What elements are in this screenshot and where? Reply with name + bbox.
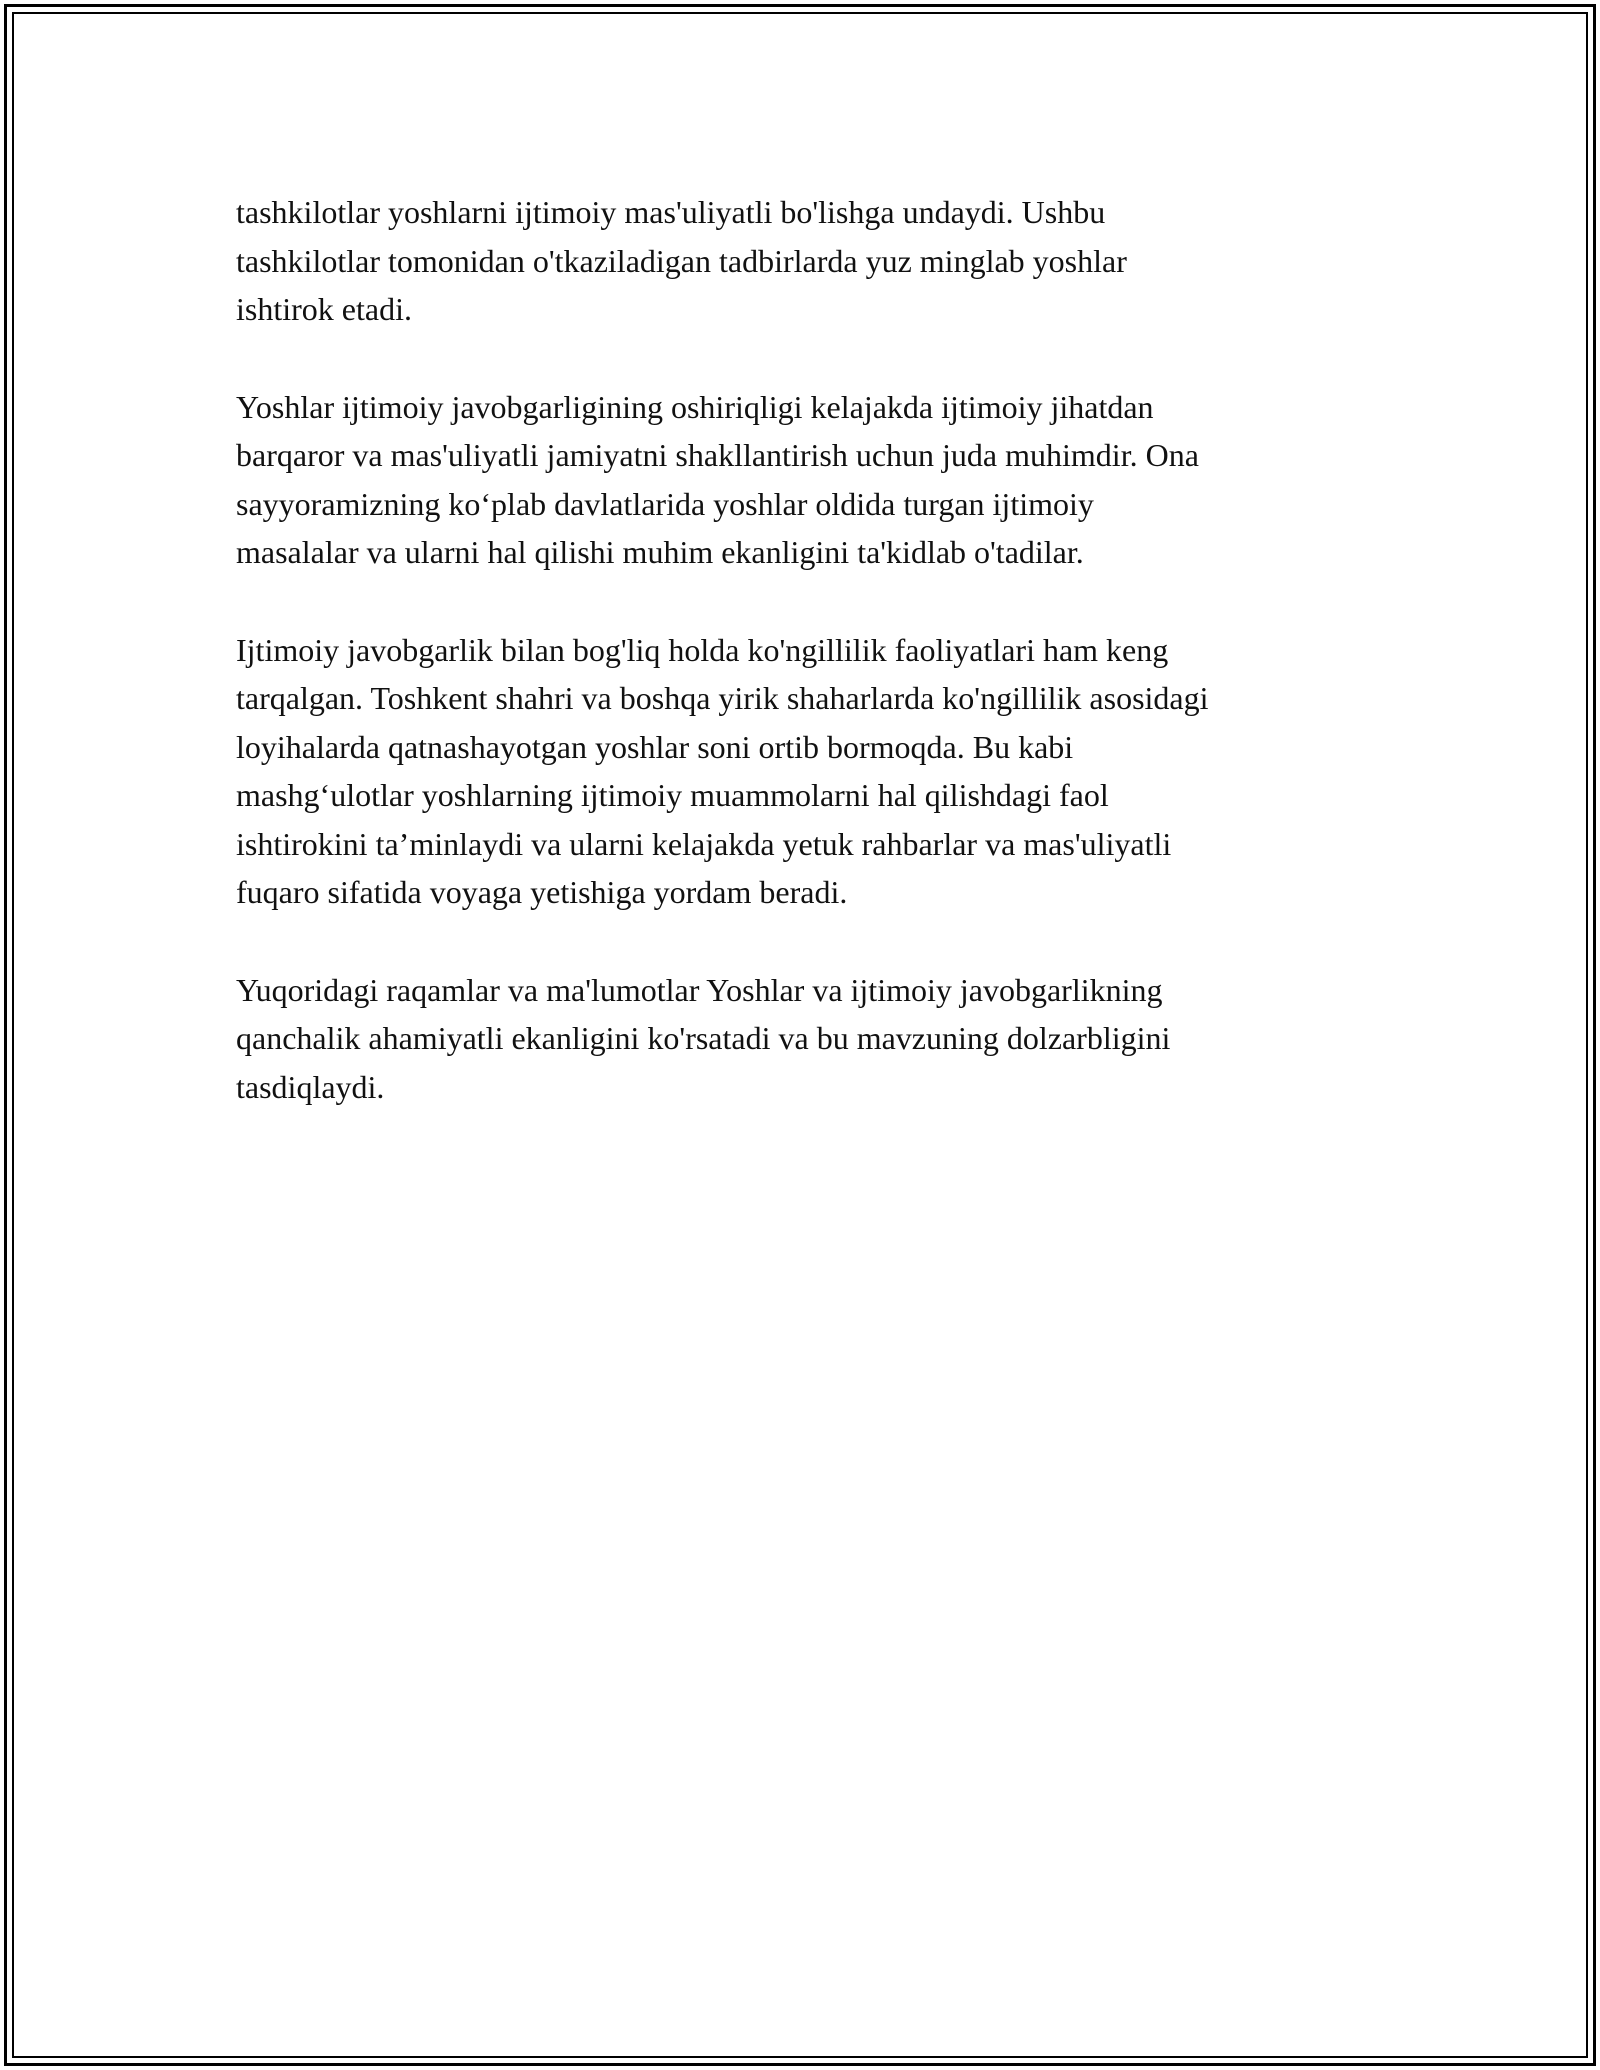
text-line: fuqaro sifatida voyaga yetishiga yordam beradi.	[236, 874, 848, 910]
text-line: barqaror va mas'uliyatli jamiyatni shakllantirish uchun juda muhimdir. Ona	[236, 437, 1199, 473]
text-line: loyihalarda qatnashayotgan yoshlar soni ortib bormoqda. Bu kabi	[236, 728, 1074, 765]
document-body	[236, 188, 1366, 1160]
text-line: tashkilotlar tomonidan o'tkaziladigan tadbirlarda yuz minglab yoshlar	[236, 242, 1127, 279]
text-line: qanchalik ahamiyatli ekanligini ko'rsatadi va bu mavzuning dolzarbligini	[236, 1020, 1171, 1056]
text-line: tashkilotlar yoshlarni ijtimoiy mas'uliyatli bo'lishga undaydi. Ushbu	[236, 194, 1106, 230]
text-line: tarqalgan. Toshkent shahri va boshqa yirik shaharlarda ko'ngillilik asosidagi	[236, 680, 1209, 716]
text-line: Yuqoridagi raqamlar va ma'lumotlar Yoshlar va ijtimoiy javobgarlikning	[236, 971, 1163, 1008]
paragraph-4	[236, 966, 1366, 1112]
paragraph-3	[236, 626, 1366, 917]
text-line: Ijtimoiy javobgarlik bilan bog'liq holda ko'ngillilik faoliyatlari ham keng	[236, 631, 1169, 668]
text-line: sayyoramizning ko‘plab davlatlarida yoshlar oldida turgan ijtimoiy	[236, 485, 1094, 522]
text-line: mashg‘ulotlar yoshlarning ijtimoiy muammolarni hal qilishdagi faol	[236, 777, 1109, 813]
text-line: masalalar va ularni hal qilishi muhim ekanligini ta'kidlab o'tadilar.	[236, 534, 1084, 570]
text-line: tasdiqlaydi.	[236, 1068, 385, 1105]
paragraph-2	[236, 383, 1366, 577]
text-line: ishtirok etadi.	[236, 291, 412, 327]
paragraph-1	[236, 188, 1366, 334]
text-line: ishtirokini ta’minlaydi va ularni kelajakda yetuk rahbarlar va mas'uliyatli	[236, 825, 1172, 862]
text-line: Yoshlar ijtimoiy javobgarligining oshiriqligi kelajakda ijtimoiy jihatdan	[236, 388, 1154, 425]
